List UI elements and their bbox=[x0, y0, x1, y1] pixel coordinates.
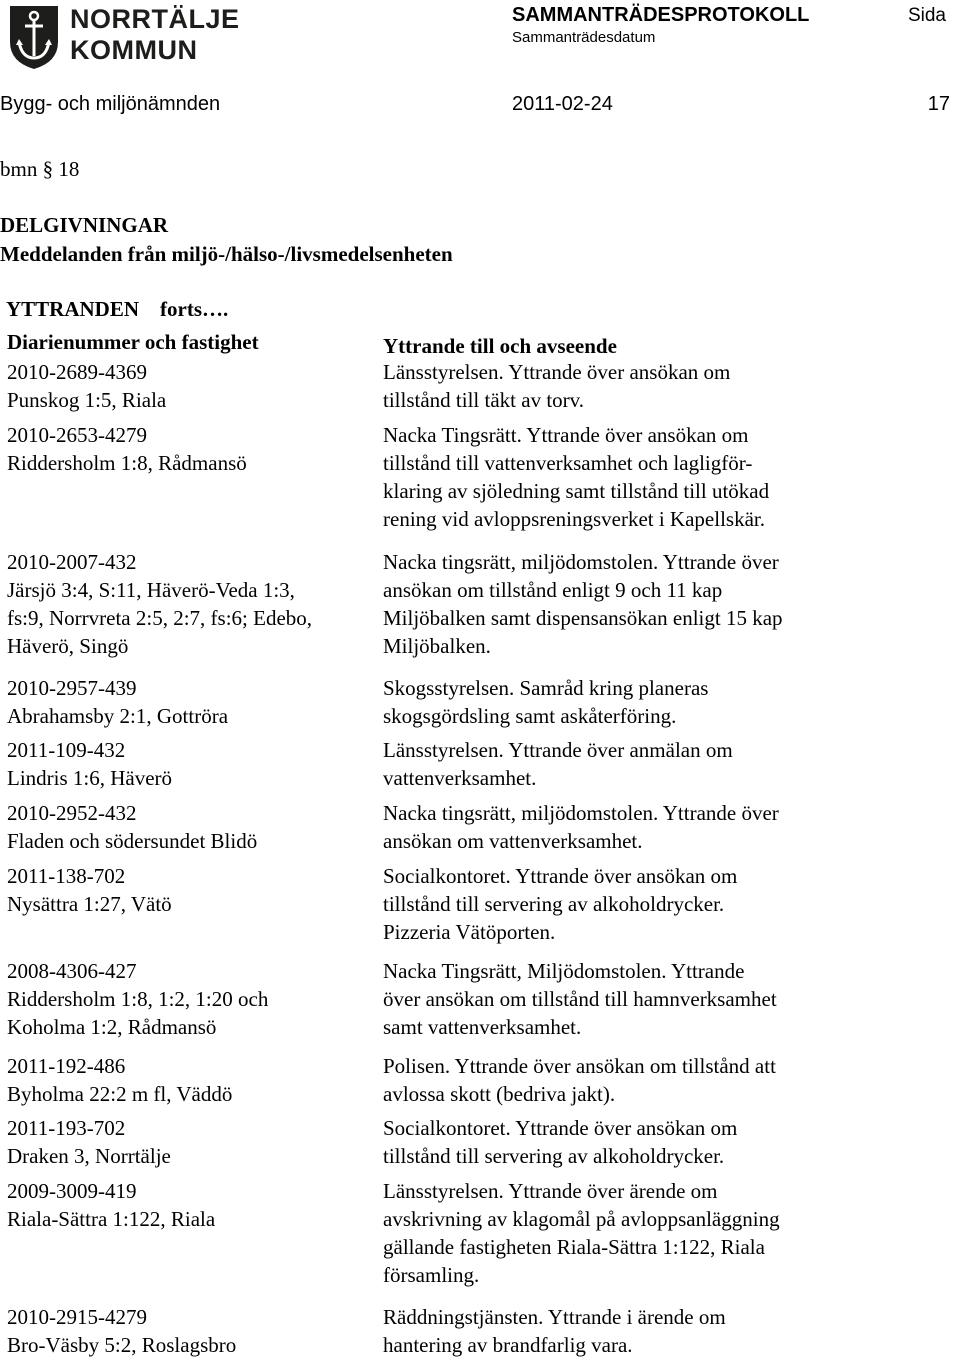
statement-text: Miljöbalken samt dispensansökan enligt 15 kap bbox=[383, 606, 783, 630]
case-number: 2010-2915-4279 bbox=[7, 1305, 147, 1329]
property-name: Fladen och södersundet Blidö bbox=[7, 829, 258, 853]
statement-text: Länsstyrelsen. Yttrande över anmälan om bbox=[383, 738, 733, 762]
statement-text: vattenverksamhet. bbox=[383, 766, 537, 790]
statement-text: klaring av sjöledning samt tillstånd till utökad bbox=[383, 479, 770, 503]
statement-text: gällande fastigheten Riala-Sättra 1:122, Riala bbox=[383, 1235, 765, 1259]
column-header-right: Yttrande till och avseende bbox=[383, 334, 617, 358]
statement-text: Socialkontoret. Yttrande över ansökan om bbox=[383, 864, 738, 888]
municipality-logo bbox=[6, 2, 266, 72]
meeting-date-label: Sammanträdesdatum bbox=[512, 29, 656, 46]
logo-line-2: KOMMUN bbox=[70, 35, 198, 65]
committee-name: Bygg- och miljönämnden bbox=[0, 93, 221, 115]
case-number: 2011-193-702 bbox=[7, 1116, 126, 1140]
page-title: DELGIVNINGAR bbox=[0, 213, 169, 237]
property-name: Riala-Sättra 1:122, Riala bbox=[7, 1207, 216, 1231]
property-name: Bro-Väsby 5:2, Roslagsbro bbox=[7, 1333, 237, 1357]
statement-text: rening vid avloppsreningsverket i Kapellskär. bbox=[383, 507, 765, 531]
property-name: fs:9, Norrvreta 2:5, 2:7, fs:6; Edebo, bbox=[7, 606, 313, 630]
property-name: Riddersholm 1:8, 1:2, 1:20 och bbox=[7, 987, 269, 1011]
case-number: 2008-4306-427 bbox=[7, 959, 137, 983]
case-number: 2010-2957-439 bbox=[7, 676, 137, 700]
property-name: Koholma 1:2, Rådmansö bbox=[7, 1015, 217, 1039]
property-name: Punskog 1:5, Riala bbox=[7, 388, 167, 412]
paragraph-reference: bmn § 18 bbox=[0, 157, 80, 181]
case-number: 2010-2952-432 bbox=[7, 801, 137, 825]
statement-text: tillstånd till servering av alkoholdrycker. bbox=[383, 892, 725, 916]
case-number: 2009-3009-419 bbox=[7, 1179, 137, 1203]
statement-text: Nacka tingsrätt, miljödomstolen. Yttrande över bbox=[383, 550, 779, 574]
page-label: Sida bbox=[907, 5, 946, 26]
page-number: 17 bbox=[927, 93, 950, 115]
property-name: Lindris 1:6, Häverö bbox=[7, 766, 173, 790]
section-label: YTTRANDEN forts…. bbox=[6, 297, 229, 321]
document-type: SAMMANTRÄDESPROTOKOLL bbox=[512, 4, 810, 26]
statement-text: skogsgördsling samt askåterföring. bbox=[383, 704, 677, 728]
property-name: Häverö, Singö bbox=[7, 634, 129, 658]
property-name: Byholma 22:2 m fl, Väddö bbox=[7, 1082, 233, 1106]
statement-text: ansökan om vattenverksamhet. bbox=[383, 829, 643, 853]
property-name: Draken 3, Norrtälje bbox=[7, 1144, 171, 1168]
statement-text: församling. bbox=[383, 1263, 480, 1287]
statement-text: Socialkontoret. Yttrande över ansökan om bbox=[383, 1116, 738, 1140]
statement-text: Länsstyrelsen. Yttrande över ansökan om bbox=[383, 360, 731, 384]
logo-line-1: NORRTÄLJE bbox=[70, 4, 240, 34]
anchor-icon bbox=[6, 2, 62, 70]
property-name: Abrahamsby 2:1, Gottröra bbox=[7, 704, 229, 728]
case-number: 2010-2653-4279 bbox=[7, 423, 147, 447]
statement-text: avlossa skott (bedriva jakt). bbox=[383, 1082, 616, 1106]
property-name: Nysättra 1:27, Vätö bbox=[7, 892, 172, 916]
case-number: 2011-192-486 bbox=[7, 1054, 126, 1078]
statement-text: samt vattenverksamhet. bbox=[383, 1015, 582, 1039]
statement-text: Polisen. Yttrande över ansökan om tillstånd att bbox=[383, 1054, 776, 1078]
statement-text: Länsstyrelsen. Yttrande över ärende om bbox=[383, 1179, 718, 1203]
statement-text: tillstånd till vattenverksamhet och lagligför- bbox=[383, 451, 753, 475]
meeting-date: 2011-02-24 bbox=[512, 93, 613, 115]
statement-text: Nacka Tingsrätt, Miljödomstolen. Yttrande bbox=[383, 959, 745, 983]
statement-text: Nacka tingsrätt, miljödomstolen. Yttrande över bbox=[383, 801, 779, 825]
statement-text: Pizzeria Vätöporten. bbox=[383, 920, 556, 944]
statement-text: ansökan om tillstånd enligt 9 och 11 kap bbox=[383, 578, 723, 602]
statement-text: tillstånd till täkt av torv. bbox=[383, 388, 585, 412]
statement-text: Miljöbalken. bbox=[383, 634, 491, 658]
case-number: 2011-109-432 bbox=[7, 738, 126, 762]
case-number: 2011-138-702 bbox=[7, 864, 126, 888]
statement-text: tillstånd till servering av alkoholdrycker. bbox=[383, 1144, 725, 1168]
statement-text: Räddningstjänsten. Yttrande i ärende om bbox=[383, 1305, 726, 1329]
column-header-left: Diarienummer och fastighet bbox=[7, 330, 259, 354]
case-number: 2010-2007-432 bbox=[7, 550, 137, 574]
statement-text: Skogsstyrelsen. Samråd kring planeras bbox=[383, 676, 709, 700]
logo-wordmark bbox=[70, 4, 240, 66]
case-number: 2010-2689-4369 bbox=[7, 360, 147, 384]
statement-text: över ansökan om tillstånd till hamnverksamhet bbox=[383, 987, 777, 1011]
statement-text: hantering av brandfarlig vara. bbox=[383, 1333, 633, 1357]
property-name: Riddersholm 1:8, Rådmansö bbox=[7, 451, 247, 475]
property-name: Järsjö 3:4, S:11, Häverö-Veda 1:3, bbox=[7, 578, 295, 602]
page-subtitle: Meddelanden från miljö-/hälso-/livsmedelsenheten bbox=[0, 242, 453, 266]
statement-text: avskrivning av klagomål på avloppsanläggning bbox=[383, 1207, 780, 1231]
statement-text: Nacka Tingsrätt. Yttrande över ansökan om bbox=[383, 423, 749, 447]
